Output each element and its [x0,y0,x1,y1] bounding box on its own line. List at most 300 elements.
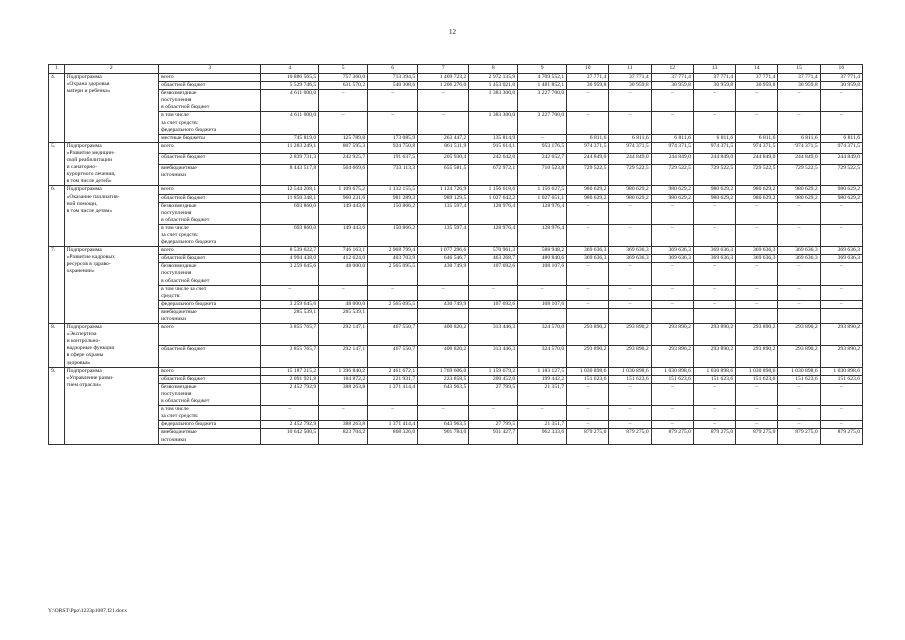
amount-cell: 3 855 765,7 [261,324,319,346]
amount-cell: – [567,202,609,224]
amount-cell: 369 636,3 [693,247,735,255]
amount-cell: 48 000,0 [319,263,368,285]
table-row [49,324,863,346]
funding-source [159,194,261,202]
subprogram-name-line: «Экспертиза [66,331,97,338]
amount-cell: – [651,263,693,285]
amount-cell: 128 976,4 [469,224,518,246]
subprogram-name-line: Подпрограмма [66,247,102,254]
table-row [49,154,863,165]
amount-cell: 221 931,7 [368,375,418,383]
amount-cell: 324 570,0 [518,324,567,346]
amount-cell: 1 469 723,2 [418,74,469,82]
amount-cell: – [609,406,651,421]
page-number: 12 [449,28,456,36]
header-cell: 9 [518,65,567,74]
amount-cell: – [736,383,778,405]
amount-cell: 980 629,2 [651,186,693,194]
amount-cell: – [778,383,820,405]
amount-cell: – [567,383,609,405]
funding-source-line: в областной бюджет [161,398,210,405]
funding-source-line: всего [161,74,174,80]
subprogram-name-line: в том числе детей» [66,178,112,185]
amount-cell: – [736,224,778,246]
amount-cell: – [609,421,651,429]
amount-cell: 30 959,8 [778,82,820,90]
amount-cell: 745 819,0 [261,134,319,142]
amount-cell: 540 308,6 [368,82,418,90]
amount-cell: 135 597,4 [418,202,469,224]
amount-cell: 369 636,3 [778,247,820,255]
amount-cell: 1 453 021,0 [469,82,518,90]
amount-cell: 643 963,5 [418,421,469,429]
amount-cell: 369 636,3 [693,255,735,263]
amount-cell: 369 636,3 [736,247,778,255]
amount-cell: 1 132 155,5 [368,186,418,194]
amount-cell: 693 860,0 [261,202,319,224]
amount-cell: – [820,112,862,134]
funding-source-line: областной бюджет [161,82,206,89]
table-row [49,308,863,323]
amount-cell: – [567,285,609,300]
amount-cell: 37 771,4 [736,74,778,82]
funding-source-line: источники [161,172,187,179]
amount-cell: 1 769 606,0 [418,367,469,375]
amount-cell: 2 452 792,9 [261,383,319,405]
row-number: 7. [49,247,65,324]
amount-cell: 37 771,4 [567,74,609,82]
amount-cell: 388 263,8 [319,383,368,405]
amount-cell: 151 623,6 [651,375,693,383]
amount-cell: 467 550,7 [368,324,418,346]
amount-cell: 980 629,2 [567,194,609,202]
header-cell: 15 [778,65,820,74]
amount-cell: 2 565 095,5 [368,263,418,285]
table-row [49,285,863,300]
amount-cell: 729 522,5 [736,165,778,186]
amount-cell: 151 623,6 [820,375,862,383]
amount-cell: 30 959,8 [567,82,609,90]
funding-source [159,90,261,112]
table-row [49,429,863,444]
funding-source-line: источники [161,436,187,443]
amount-cell: 27 799,5 [469,421,518,429]
amount-cell [418,308,469,323]
amount-cell: 2 461 672,1 [368,367,418,375]
funding-source [159,285,261,300]
funding-source [159,308,261,323]
amount-cell: 149 443,6 [319,202,368,224]
funding-source [159,383,261,405]
funding-source-line: безвозмездные [161,383,197,390]
amount-cell: 729 522,5 [651,165,693,186]
funding-source-line: внебюджетные [161,308,197,315]
amount-cell: 962 333,6 [518,429,567,444]
subprogram-name-line: «Развитие кадровых [66,254,115,261]
amount-cell [518,308,567,323]
table-row [49,247,863,255]
amount-cell: 150 866,2 [368,202,418,224]
header-cell: 11 [609,65,651,74]
amount-cell: 4 709 552,1 [518,74,567,82]
amount-cell: – [736,90,778,112]
amount-cell: – [609,300,651,308]
subprogram-name-line: Подпрограмма [66,74,102,80]
amount-cell: 292 147,1 [319,324,368,346]
amount-cell: 980 629,2 [778,186,820,194]
funding-source [159,202,261,224]
funding-source-line: в том числе за счет [161,285,207,292]
amount-cell: 3 227 700,0 [518,90,567,112]
amount-cell: – [418,285,469,300]
funding-source-line: поступления [161,270,192,277]
amount-cell: 693 860,0 [261,224,319,246]
funding-source-line: средств: [161,292,181,299]
funding-source [159,142,261,153]
amount-cell: 8 539 622,7 [261,247,319,255]
amount-cell: 37 771,4 [609,74,651,82]
table-row [49,90,863,112]
amount-cell: 757 360,0 [319,74,368,82]
amount-cell: 467 550,7 [368,345,418,367]
funding-source [159,263,261,285]
amount-cell: – [820,383,862,405]
table-row [49,165,863,186]
amount-cell: 10 642 500,5 [261,429,319,444]
amount-cell: 879 275,0 [651,429,693,444]
funding-source [159,154,261,165]
amount-cell: – [820,406,862,421]
amount-cell: – [609,112,651,134]
amount-cell: 3 855 765,7 [261,345,319,367]
amount-cell: 369 636,3 [609,247,651,255]
amount-cell: 369 636,3 [651,255,693,263]
amount-cell: – [651,202,693,224]
amount-cell: 6 811,6 [693,134,735,142]
funding-source-line: федерального бюджета [161,300,217,307]
amount-cell: – [778,263,820,285]
funding-source-line: федерального бюджета [161,239,217,246]
amount-cell: 37 771,4 [651,74,693,82]
funding-source [159,345,261,367]
amount-cell: 729 522,5 [693,165,735,186]
header-cell: 2 [64,65,159,74]
amount-cell: – [693,112,735,134]
amount-cell: – [567,263,609,285]
amount-cell: 412 624,0 [319,255,368,263]
amount-cell: 729 522,5 [820,165,862,186]
amount-cell: 733 113,3 [368,165,418,186]
row-number: 9. [49,367,65,444]
amount-cell: – [693,224,735,246]
amount-cell: 6 811,6 [609,134,651,142]
funding-source [159,300,261,308]
amount-cell: 37 771,4 [693,74,735,82]
subprogram-name-line: «Оказание паллиатив- [66,193,120,200]
header-cell: 14 [736,65,778,74]
funding-source-line: за счет средств: [161,231,199,238]
amount-cell: 974 371,5 [651,142,693,153]
amount-cell: 242 642,0 [469,154,518,165]
amount-cell: 244 849,0 [693,154,735,165]
amount-cell: 369 636,3 [567,255,609,263]
amount-cell: 2 091 921,8 [261,375,319,383]
amount-cell: 2 452 792,9 [261,421,319,429]
amount-cell: – [418,406,469,421]
row-number: 8. [49,324,65,368]
table-row [49,255,863,263]
amount-cell: 30 959,8 [736,82,778,90]
amount-cell: – [469,285,518,300]
amount-cell: 729 522,5 [778,165,820,186]
subprogram-name-line: ресурсов в здраво- [66,261,111,268]
amount-cell: – [736,421,778,429]
amount-cell: 480 840,6 [518,255,567,263]
subprogram-name-line: «Охрана здоровья [66,81,110,88]
amount-cell: 4 994 438,0 [261,255,319,263]
funding-source-line: внебюджетные [161,429,197,436]
amount-cell: – [609,383,651,405]
funding-source [159,255,261,263]
funding-source [159,375,261,383]
amount-cell: 128 976,4 [518,202,567,224]
amount-cell: 30 959,8 [651,82,693,90]
funding-source [159,247,261,255]
funding-source-line: безвозмездные [161,90,197,97]
amount-cell: 915 614,1 [469,142,518,153]
table-row [49,421,863,429]
amount-cell: 989 129,5 [418,194,469,202]
amount-cell: 901 784,0 [418,429,469,444]
funding-source-line: поступления [161,390,192,397]
amount-cell: – [651,90,693,112]
amount-cell: – [693,406,735,421]
funding-source-line: областной бюджет [161,345,206,352]
funding-source [159,224,261,246]
amount-cell: 931 427,7 [469,429,518,444]
amount-cell: 30 959,8 [693,82,735,90]
amount-cell: 135 597,4 [418,224,469,246]
header-cell: 1 [49,65,65,74]
header-cell: 5 [319,65,368,74]
amount-cell: 128 976,4 [518,224,567,246]
table-row [49,202,863,224]
amount-cell: 430 749,9 [418,263,469,285]
subprogram-name-line: ской реабилитации [66,157,113,164]
amount-cell: – [609,224,651,246]
amount-cell: 672 972,1 [469,165,518,186]
amount-cell: 1 396 840,2 [319,367,368,375]
amount-cell: 293 890,2 [778,345,820,367]
amount-cell: 6 811,6 [820,134,862,142]
amount-cell: 1 383 300,0 [469,90,518,112]
amount-cell: 1 030 898,6 [820,367,862,375]
subprogram-name-line: тием отрасли» [66,381,102,388]
amount-cell: – [778,285,820,300]
amount-cell: – [651,224,693,246]
amount-cell: 244 849,0 [651,154,693,165]
amount-cell: – [651,421,693,429]
amount-cell: 980 629,2 [820,186,862,194]
amount-cell: 324 570,0 [518,345,567,367]
amount-cell: 151 623,6 [736,375,778,383]
amount-cell: – [820,263,862,285]
funding-source [159,421,261,429]
amount-cell: 746 163,1 [319,247,368,255]
amount-cell: 313 446,3 [469,345,518,367]
amount-cell [693,308,735,323]
amount-cell: 242 652,7 [518,154,567,165]
funding-source-line: в том числе [161,224,189,231]
amount-cell: – [418,112,469,134]
amount-cell: 980 629,2 [778,194,820,202]
header-cell: 16 [820,65,862,74]
row-number: 5. [49,142,65,186]
subprogram-name-line: «Управление разви- [66,374,114,381]
funding-source-line: областной бюджет [161,154,206,161]
amount-cell: – [693,300,735,308]
amount-cell: – [609,202,651,224]
amount-cell: 242 925,7 [319,154,368,165]
amount-cell: 293 890,2 [736,345,778,367]
subprogram-name-line: «Развитие медицин- [66,149,115,156]
amount-cell [778,308,820,323]
amount-cell: 285 539,1 [261,308,319,323]
table-row [49,186,863,194]
amount-cell: 369 636,3 [567,247,609,255]
amount-cell: 879 275,0 [736,429,778,444]
budget-table [48,64,863,445]
amount-cell: – [567,300,609,308]
amount-cell: 980 629,2 [567,186,609,194]
funding-source [159,112,261,134]
subprogram-name-line: и санаторно- [66,164,97,171]
amount-cell: 369 636,3 [651,247,693,255]
amount-cell: 2 972 135,9 [469,74,518,82]
amount-cell: 2 968 799,4 [368,247,418,255]
amount-cell: 879 275,0 [567,429,609,444]
subprogram-name-line: ной помощи, [66,200,98,207]
amount-cell: – [261,406,319,421]
subprogram-name-line: Подпрограмма [66,324,102,331]
amount-cell: – [778,90,820,112]
amount-cell: 37 771,4 [820,74,862,82]
amount-cell: 369 636,3 [820,247,862,255]
amount-cell [368,308,418,323]
amount-cell: 643 963,5 [418,383,469,405]
amount-cell: 2 839 731,3 [261,154,319,165]
amount-cell: – [693,90,735,112]
amount-cell: 879 275,0 [820,429,862,444]
amount-cell: – [319,90,368,112]
amount-cell: 1 159 679,2 [469,367,518,375]
amount-cell: 868 326,0 [368,429,418,444]
funding-source-line: в областной бюджет [161,277,210,284]
amount-cell: 11 283 249,1 [261,142,319,153]
amount-cell: 1 156 618,6 [469,186,518,194]
amount-cell: – [778,202,820,224]
amount-cell: – [518,134,567,142]
amount-cell: 974 371,5 [609,142,651,153]
amount-cell: 150 866,2 [368,224,418,246]
table-row [49,300,863,308]
amount-cell: 1 030 898,6 [693,367,735,375]
amount-cell: 199 442,2 [518,375,567,383]
amount-cell: 879 275,0 [778,429,820,444]
amount-cell: 125 789,8 [319,134,368,142]
funding-source-line: в том числе [161,112,189,119]
amount-cell: – [319,406,368,421]
amount-cell: 974 371,5 [778,142,820,153]
funding-source-line: безвозмездные [161,263,197,270]
subprogram-name [64,247,159,324]
amount-cell: – [736,263,778,285]
amount-cell: 960 231,6 [319,194,368,202]
amount-cell: 974 371,5 [820,142,862,153]
amount-cell: 11 850 348,1 [261,194,319,202]
subprogram-name-line: здоровья» [66,359,91,366]
amount-cell: 1 481 852,1 [518,82,567,90]
amount-cell: 293 890,2 [778,324,820,346]
amount-cell: – [651,383,693,405]
amount-cell: – [567,421,609,429]
amount-cell: 48 000,0 [319,300,368,308]
amount-cell: 108 107,6 [518,300,567,308]
amount-cell: 1 030 898,6 [736,367,778,375]
amount-cell: 293 890,2 [820,345,862,367]
amount-cell: 3 259 645,6 [261,263,319,285]
amount-cell: 151 623,6 [609,375,651,383]
amount-cell [651,308,693,323]
amount-cell: – [778,406,820,421]
amount-cell: 2 565 095,5 [368,300,418,308]
funding-source-line: в том числе [161,406,189,413]
table-row [49,263,863,285]
amount-cell [609,308,651,323]
amount-cell [567,308,609,323]
amount-cell: 151 623,6 [693,375,735,383]
amount-cell: 570 961,3 [469,247,518,255]
amount-cell: – [609,90,651,112]
subprogram-name-line: надзорные функции [66,345,115,352]
table-row [49,224,863,246]
amount-cell: 631 570,2 [319,82,368,90]
amount-cell: 4 611 000,0 [261,112,319,134]
amount-cell: 313 446,3 [469,324,518,346]
amount-cell: 430 749,9 [418,300,469,308]
amount-cell: 37 771,4 [778,74,820,82]
amount-cell: – [319,285,368,300]
amount-cell: 980 629,2 [609,194,651,202]
funding-source [159,367,261,375]
amount-cell: 980 629,2 [736,194,778,202]
amount-cell: 981 289,3 [368,194,418,202]
amount-cell: 3 227 700,0 [518,112,567,134]
amount-cell: 135 814,9 [469,134,518,142]
funding-source-line: внебюджетные [161,165,197,172]
amount-cell: 1 109 675,2 [319,186,368,194]
amount-cell: 30 959,8 [609,82,651,90]
funding-source-line: всего [161,142,174,149]
amount-cell: 924 750,8 [368,142,418,153]
amount-cell: 403 703,9 [368,255,418,263]
amount-cell: 807 595,3 [319,142,368,153]
amount-cell: 369 636,3 [820,255,862,263]
subprogram-name-line: Подпрограмма [66,367,102,374]
amount-cell: 3 259 645,6 [261,300,319,308]
subprogram-name-line: в том числе детям» [66,207,113,214]
subprogram-name-line: Подпрограмма [66,186,102,193]
